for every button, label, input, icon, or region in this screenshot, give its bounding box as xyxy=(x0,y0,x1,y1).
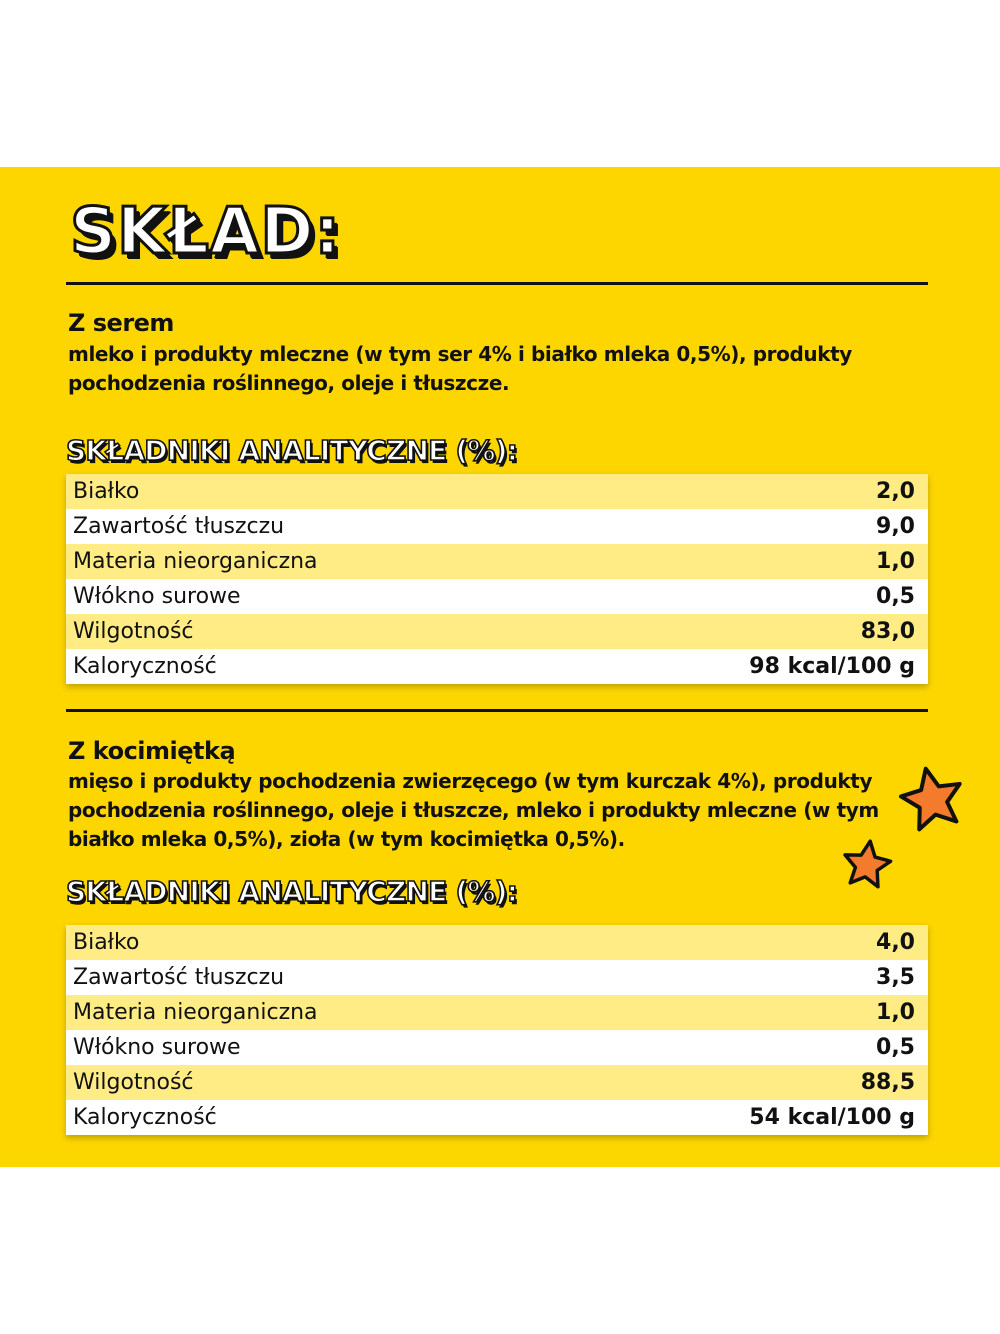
row-label: Białko xyxy=(73,930,140,955)
row-label: Zawartość tłuszczu xyxy=(73,514,285,539)
divider xyxy=(66,709,928,712)
row-label: Włókno surowe xyxy=(73,1035,241,1060)
table-row xyxy=(66,995,928,1030)
analytics-heading-cheese: SKŁADNIKI ANALITYCZNE (%): xyxy=(66,434,518,467)
table-row xyxy=(66,474,928,509)
analytics-heading-catnip: SKŁADNIKI ANALITYCZNE (%): xyxy=(66,875,518,908)
row-label: Zawartość tłuszczu xyxy=(73,965,285,990)
table-row xyxy=(66,544,928,579)
ingredients-catnip: mięso i produkty pochodzenia zwierzęcego (w tym kurczak 4%), produkty pochodzenia roślinnego, oleje i tłuszcze, mleko i produkty mleczne (w tym białko mleka 0,5%), zioła (w tym kocimiętka 0,5%). xyxy=(68,769,879,851)
table-row xyxy=(66,1100,928,1135)
row-label: Wilgotność xyxy=(73,1070,194,1095)
star-icon xyxy=(836,834,898,892)
row-label: Włókno surowe xyxy=(73,584,241,609)
row-label: Wilgotność xyxy=(73,619,194,644)
row-value: 54 kcal/100 g xyxy=(749,1105,915,1130)
row-value: 83,0 xyxy=(860,619,915,644)
ingredients-cheese: mleko i produkty mleczne (w tym ser 4% i białko mleka 0,5%), produkty pochodzenia roślinnego, oleje i tłuszcze. xyxy=(68,342,852,395)
row-label: Materia nieorganiczna xyxy=(73,1000,318,1025)
divider xyxy=(66,282,928,285)
row-value: 88,5 xyxy=(860,1070,915,1095)
row-value: 3,5 xyxy=(876,965,915,990)
table-row xyxy=(66,509,928,544)
row-label: Materia nieorganiczna xyxy=(73,549,318,574)
row-value: 1,0 xyxy=(876,1000,915,1025)
row-value: 0,5 xyxy=(876,1035,915,1060)
analytics-table-catnip xyxy=(66,925,928,1135)
row-value: 98 kcal/100 g xyxy=(749,654,915,679)
row-label: Kaloryczność xyxy=(73,1105,217,1130)
table-row xyxy=(66,1065,928,1100)
row-value: 1,0 xyxy=(876,549,915,574)
table-row xyxy=(66,925,928,960)
variant-title-catnip: Z kocimiętką xyxy=(68,737,236,765)
row-label: Kaloryczność xyxy=(73,654,217,679)
variant-title-cheese: Z serem xyxy=(68,309,174,337)
row-value: 9,0 xyxy=(876,514,915,539)
analytics-table-cheese xyxy=(66,474,928,684)
row-value: 0,5 xyxy=(876,584,915,609)
table-row xyxy=(66,960,928,995)
star-icon xyxy=(892,760,972,832)
page-title: SKŁAD: xyxy=(70,195,342,269)
table-row xyxy=(66,649,928,684)
row-value: 2,0 xyxy=(876,479,915,504)
table-row xyxy=(66,1030,928,1065)
table-row xyxy=(66,579,928,614)
table-row xyxy=(66,614,928,649)
row-value: 4,0 xyxy=(876,930,915,955)
row-label: Białko xyxy=(73,479,140,504)
